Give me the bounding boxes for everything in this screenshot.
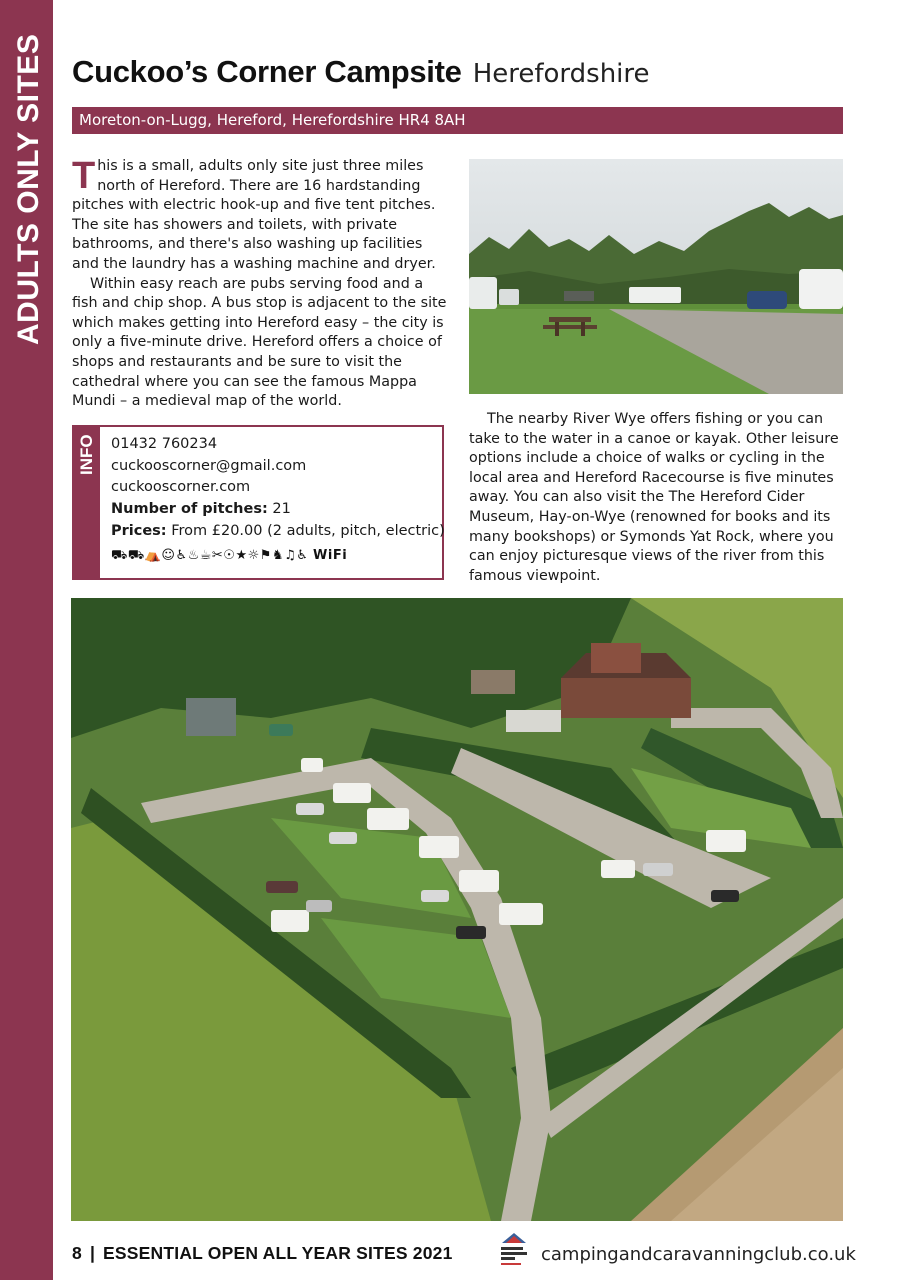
campsite-name: Cuckoo’s Corner Campsite xyxy=(72,54,462,89)
intro-paragraph-1 xyxy=(72,157,447,275)
drop-cap: T xyxy=(72,155,96,197)
river-wye-paragraph: The nearby River Wye offers fishing or you can take to the water in a canoe or kayak. Other leisure options include a choice of walks or cycling in the local area and Hereford Racecourse is five minutes away. You can also visit the The Hereford Cider Museum, Hay-on-Wye (renowned for books and its many bookshops) or Symonds Yat Rock, where you can enjoy picturesque views of the river from this famous viewpoint. xyxy=(469,411,839,584)
right-column xyxy=(469,410,849,586)
info-tab-label: INFO xyxy=(77,434,96,475)
page-number: 8 xyxy=(72,1243,82,1263)
wifi-icon: WiFi xyxy=(313,547,348,563)
intro-paragraph-1-text: his is a small, adults only site just three miles north of Hereford. There are 16 hardstanding pitches with electric hook-up and five tent pitches. The site has showers and toilets, with private bathrooms, and there's also washing up facilities and the laundry has a washing machine and dryer. xyxy=(72,158,436,272)
prices-label: Prices: xyxy=(111,522,167,539)
page-title xyxy=(72,54,650,90)
footer-separator: | xyxy=(89,1243,96,1263)
website-url[interactable]: campingandcaravanningclub.co.uk xyxy=(541,1244,856,1265)
website-link[interactable]: cuckooscorner.com xyxy=(111,479,251,496)
footer-publication xyxy=(72,1243,453,1264)
pitches-line xyxy=(111,499,445,521)
phone-number: 01432 760234 xyxy=(111,436,218,452)
campsite-photo xyxy=(469,159,843,394)
facility-icon-strip: ⛟⛟⛺☺♿♨☕✂☉★☼⚑♞♫♿ xyxy=(111,547,309,563)
aerial-photo xyxy=(71,598,843,1221)
county-name: Herefordshire xyxy=(472,59,650,89)
campsite-photo-graphic xyxy=(469,159,843,394)
publication-title: ESSENTIAL OPEN ALL YEAR SITES 2021 xyxy=(103,1243,453,1263)
club-logo-graphic xyxy=(496,1231,532,1271)
prices-line xyxy=(111,521,445,543)
club-logo-icon xyxy=(496,1231,532,1271)
pitches-value: 21 xyxy=(272,501,291,518)
prices-value: From £20.00 (2 adults, pitch, electric) xyxy=(171,522,445,539)
aerial-photo-graphic xyxy=(71,598,843,1221)
section-label: ADULTS ONLY SITES xyxy=(12,33,45,345)
intro-paragraph-2: Within easy reach are pubs serving food and a fish and chip shop. A bus stop is adjacent to the site which makes getting into Hereford easy – the city is only a five-minute drive. Hereford offers a choice of shops and restaurants and be sure to visit the cathedral where you can see the famous Mappa Mundi – a medieval map of the world. xyxy=(72,275,447,410)
info-content xyxy=(111,434,445,566)
side-band xyxy=(0,0,53,1280)
email-address[interactable]: cuckooscorner@gmail.com xyxy=(111,457,307,474)
intro-column xyxy=(72,157,447,412)
pitches-label: Number of pitches: xyxy=(111,501,268,518)
facility-icons xyxy=(111,545,445,567)
info-box xyxy=(72,425,444,580)
info-tab xyxy=(74,427,100,578)
address-bar: Moreton-on-Lugg, Hereford, Herefordshire HR4 8AH xyxy=(72,107,843,134)
